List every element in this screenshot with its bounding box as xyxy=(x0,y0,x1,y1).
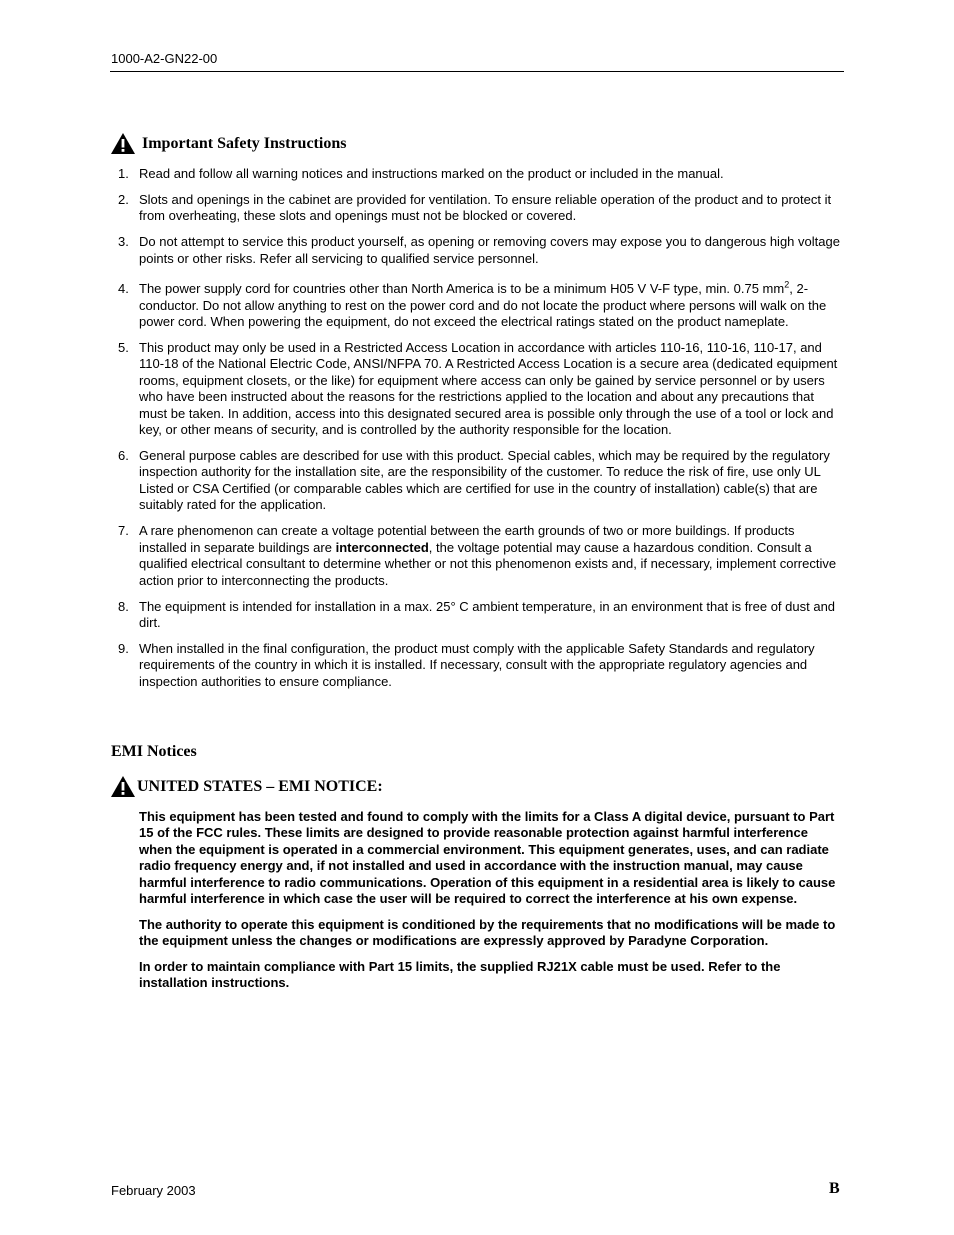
emi-heading: EMI Notices xyxy=(111,743,197,760)
emi-notice-body xyxy=(139,809,844,1001)
list-item: 9. When installed in the final configuration, the product must comply with the applicable Safety Standards and regulatory requirements of the country in which it is installed. If necessary, consult with the appropriate regulatory agencies and inspection authorities to ensure compliance. xyxy=(118,640,815,689)
emi-paragraph: In order to maintain compliance with Part 15 limits, the supplied RJ21X cable must be used. Refer to the installation instructions. xyxy=(139,959,781,991)
safety-instructions-list xyxy=(110,166,844,700)
page-number: B xyxy=(829,1180,840,1197)
safety-section-title xyxy=(111,133,346,154)
list-item: 4. The power supply cord for countries other than North America is to be a minimum H05 V V-F type, min. 0.75 $mm^2$, 2-conductor. Do not allow anything to rest on the power cord and do not locate the product where persons will walk on the power cord. When powering the equipment, do not exceed the electrical ratings stated on the product nameplate. xyxy=(118,279,827,330)
warning-icon xyxy=(111,776,135,797)
header-divider xyxy=(110,71,844,72)
list-item: 1. Read and follow all warning notices and instructions marked on the product or included in the manual. xyxy=(118,166,724,181)
list-item: 8. The equipment is intended for installation in a max. 25° C ambient temperature, in an environment that is free of dust and dirt. xyxy=(118,598,836,630)
superscript: 2 xyxy=(784,279,790,290)
list-item: 7. A rare phenomenon can create a voltage potential between the earth grounds of two or more buildings. If products installed in separate buildings are interconnected, the voltage potential may cause a hazardous condition. Consult a qualified electrical consultant to determine whether or not this phenomenon exists and, if necessary, implement corrective action prior to interconnecting the products. xyxy=(118,523,837,588)
us-emi-notice-title xyxy=(111,776,383,797)
emi-paragraph: The authority to operate this equipment is conditioned by the requirements that no modifications will be made to the equipment unless the changes or modifications are expressly approved by Paradyne Corporation. xyxy=(139,916,836,949)
footer-date: February 2003 xyxy=(111,1183,196,1198)
warning-icon xyxy=(111,133,135,154)
emi-paragraph: This equipment has been tested and found to comply with the limits for a Class A digital device, pursuant to Part 15 of the FCC rules. These limits are designed to provide reasonable protection against harmful interference when the equipment is operated in a commercial environment. This equipment generates, uses, and can radiate radio frequency energy and, if not installed and used in accordance with the instruction manual, may cause harmful interference to radio communications. Operation of this equipment in a residential area is likely to cause harmful interference in which case the user will be required to correct the interference at his own expense. xyxy=(139,809,836,907)
list-item: 5. This product may only be used in a Restricted Access Location in accordance with articles 110-16, 110-16, 110-17, and 110-18 of the National Electric Code, ANSI/NFPA 70. A Restricted Access Location is a secure area (dedicated equipment rooms, equipment closets, or the like) for equipment where access can only be gained by service personnel or by users who have been instructed about the reasons for the restrictions applied to the location and about any precautions that must be taken. In addition, access into this designated secured area is possible only through the use of a tool or lock and key, or other means of security, and is controlled by the authority responsible for the location. xyxy=(118,340,838,438)
us-emi-title-text: UNITED STATES – EMI NOTICE: xyxy=(137,777,383,795)
bold-term: interconnected xyxy=(335,539,429,555)
safety-title-text: Important Safety Instructions xyxy=(142,134,347,152)
list-item: 2. Slots and openings in the cabinet are provided for ventilation. To ensure reliable operation of the product and to protect it from overheating, these slots and openings must not be blocked or covered. xyxy=(118,192,832,224)
list-item: 3. Do not attempt to service this product yourself, as opening or removing covers may expose you to dangerous high voltage points or other risks. Refer all servicing to qualified service personnel. xyxy=(118,234,840,266)
list-item: 6. General purpose cables are described for use with this product. Special cables, which may be required by the regulatory inspection authority for the installation site, are the responsibility of the customer. To reduce the risk of fire, use only UL Listed or CSA Certified (or comparable cables which are certified for use in the country of installation) cable(s) that are suitably rated for the application. xyxy=(118,448,830,513)
document-code: 1000-A2-GN22-00 xyxy=(111,51,218,66)
